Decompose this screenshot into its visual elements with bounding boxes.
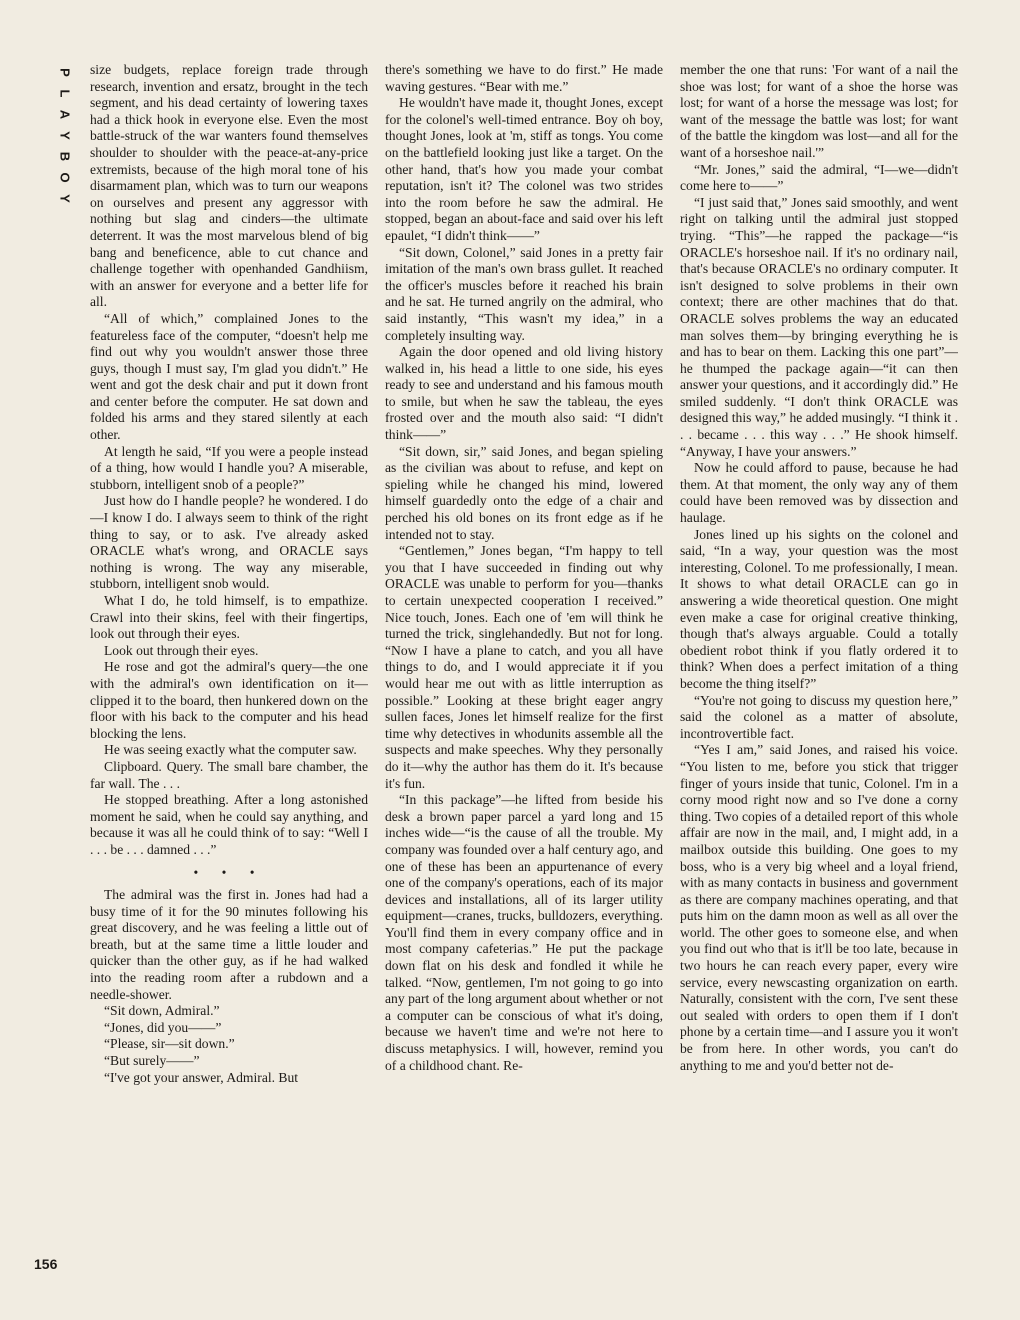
paragraph: “In this package”—he lifted from beside his desk a brown paper parcel a yard long and 15 inches wide—“is the cause of all the trouble. My company was founded over a half century ago, and one of these has been an appurtenance of every one of the company's operations, each of its major devices and installations, all of its larger utility equipment—cranes, trucks, bulldozers, everything. You'll find them in every company office and in most company cafeterias.” He put the package down flat on his desk and fondled it while he talked. “Now, gentlemen, I'm not going to go into any part of the long argument about whether or not a computer can be conscious of what it's doing, because we haven't time and we're not here to discuss metaphysics. I will, however, remind you of a childhood chant. Re- [385, 792, 663, 1073]
paragraph: “Gentlemen,” Jones began, “I'm happy to tell you that I have succeeded in finding out why ORACLE was unable to perform for you—thanks to certain unexpected cooperation I received.” Nice touch, Jones. Each one of 'em will think he turned the trick, singlehandedly. But not for long. “Now I have a plane to catch, and you all have things to do, and I would appreciate it if you would hear me out with as little interruption as possible.” Looking at these bright eager angry sullen faces, Jones let himself realize for the first time why detectives in whodunits assemble all the suspects and make speeches. Why they personally do it—why the author has them do it. It's because it's fun. [385, 543, 663, 791]
paragraph: He wouldn't have made it, thought Jones, except for the colonel's well-timed entrance. Boy oh boy, thought Jones, look at 'm, stiff as tongs. You come on the battlefield looking just like a target. On the other hand, that's how you made your combat reputation, isn't it? The colonel was two strides into the room before he saw the admiral. He stopped, began an about-face and said over his left epaulet, “I didn't think——” [385, 95, 663, 243]
paragraph: “Mr. Jones,” said the admiral, “I—we—didn't come here to——” [680, 161, 958, 194]
paragraph: “All of which,” complained Jones to the featureless face of the computer, “doesn't help me find out why you wouldn't answer those three guys, though I must say, I'm glad you didn't.” He went and got the desk chair and put it down front and center before the computer. He sat down and folded his arms and they stared silently at each other. [90, 310, 368, 443]
masthead-letter: B [57, 151, 73, 162]
paragraph: “Sit down, Admiral.” [104, 1003, 220, 1019]
paragraph: He stopped breathing. After a long astonished moment he said, when he could say anything, and because it was all he could think of to say: “Well I . . . be . . . damned . . .” [90, 792, 368, 857]
paragraph: What I do, he told himself, is to empathize. Crawl into their skins, feel with their fingertips, look out through their eyes. [90, 593, 368, 642]
masthead-letter: Y [57, 131, 73, 140]
masthead-letter: O [57, 172, 73, 183]
paragraph: “I just said that,” Jones said smoothly, and went right on talking until the admiral just stopped trying. “This”—he rapped the package—“is ORACLE's horseshoe nail. If it's no ordinary nail, that's because ORACLE's no ordinary computer. It isn't designed to solve problems in their own context; there are other machines that do that. ORACLE solves problems the way an educated man solves them—by bringing everything he is and has to bear on them. Lacking this one part”—he thumped the package again—“it can then answer your questions, and it accordingly did.” He smiled suddenly. “I don't think ORACLE was designed this way,” he added musingly. “I think it . . . became . . . this way . . .” He shook himself. “Anyway, I have your answers.” [680, 194, 958, 459]
article-column-3 [680, 62, 958, 1278]
article-column-1 [90, 62, 368, 1278]
paragraph: At length he said, “If you were a people instead of a thing, how would I handle you? A miserable, stubborn, intelligent snob of a people?” [90, 443, 368, 492]
paragraph: Clipboard. Query. The small bare chamber, the far wall. The . . . [90, 758, 368, 791]
paragraph: The admiral was the first in. Jones had had a busy time of it for the 90 minutes following his great discovery, and he was feeling a little out of breath, but at the same time a little louder and quicker than the other guy, as if he had walked into the reading room after a rubdown and a needle-shower. [90, 887, 368, 1002]
page-number: 156 [34, 1256, 58, 1272]
paragraph: “Yes I am,” said Jones, and raised his voice. “You listen to me, before you stick that trigger finger of yours inside that tunic, Colonel. I'm in a corny mood right now and so I've done a corny thing. Two copies of a detailed report of this whole affair are now in the mail, and, I might add, in a mailbox outside this building. One goes to my boss, who is a very big wheel and a loyal friend, with as many contacts in business and government as there are company machines operating, and that puts him on the damn moon as well as all over the world. The other goes to someone else, and when you find out who that is it'll be too late, because in two hours he can reach every paper, every wire service, every newscasting organization on earth. Naturally, consistent with the corn, I've sent these out sealed with orders to open them if I don't phone by a certain time—and I assure you it won't be from here. In other words, you can't do anything to me and you'd better not de- [680, 742, 958, 1073]
paragraph: “But surely——” [104, 1053, 200, 1069]
masthead-letter: A [57, 109, 73, 120]
masthead-letter: P [57, 68, 73, 77]
paragraph: member the one that runs: 'For want of a nail the shoe was lost; for want of a shoe the horse was lost; for want of a horse the message was lost; for want of the message the battle was lost; for want of the battle the kingdom was lost—and all for the want of a horseshoe nail.'” [680, 62, 958, 160]
masthead-letter: Y [57, 194, 73, 203]
paragraph: “You're not going to discuss my question here,” said the colonel as a matter of absolute, incontrovertible fact. [680, 692, 958, 741]
paragraph: size budgets, replace foreign trade through research, invention and ersatz, brought in the tech segment, and his dead certainty of lowering taxes had a thick hook in everyone else. Even the most battle-struck of the war wanters found themselves shoulder to shoulder with the peace-at-any-price extremists, because of the high moral tone of his disarmament plan, which was to turn our weapons on ourselves and present any aggressor with nothing but slag and cinders—the ultimate deterrent. It was the most marvelous blend of big bang and beneficence, able to cut chance and challenge together with openhanded Gandhiism, with an answer for everyone and a better life for all. [90, 62, 368, 310]
paragraph: Now he could afford to pause, because he had them. At that moment, the only way any of them could have been removed was by dissection and haulage. [680, 460, 958, 526]
paragraph: “Jones, did you——” [104, 1019, 222, 1035]
paragraph: “Sit down, Colonel,” said Jones in a pretty fair imitation of the man's own brass gullet. It reached the officer's muscles before it reached his brain and he sat. He turned angrily on the admiral, who said instantly, “This wasn't my idea,” in a completely insulting way. [385, 244, 663, 343]
paragraph: Look out through their eyes. [104, 642, 259, 658]
article-column-2 [385, 62, 663, 1278]
masthead-letter: L [57, 89, 73, 98]
paragraph: He was seeing exactly what the computer saw. [104, 742, 357, 758]
masthead [54, 62, 76, 209]
paragraph: Just how do I handle people? he wondered. I do—I know I do. I always seem to think of the right thing to say, or to ask. I've already asked ORACLE what's wrong, and ORACLE says nothing is wrong. The way any miserable, stubborn, intelligent snob would. [90, 493, 368, 592]
section-break: • • • [193, 864, 265, 880]
paragraph: “Sit down, sir,” said Jones, and began spieling as the civilian was about to refuse, and kept on spieling while he changed his mind, lowered himself guardedly onto the edge of a chair and perched his old bones on its front edge as if he intended not to stay. [385, 443, 663, 542]
paragraph: Jones lined up his sights on the colonel and said, “In a way, your question was the most interesting, Colonel. To me professionally, I mean. It shows to what detail ORACLE can go in answering a wide theoretical question. One might even make a case for original creative thinking, though that's always arguable. Could a totally obedient robot think if you flatly ordered it to think? When does a perfect imitation of a thing become the thing itself?” [680, 526, 958, 691]
paragraph: Again the door opened and old living history walked in, his head a little to one side, his eyes ready to see and understand and his famous mouth to smile, but when he saw the tableau, the eyes frosted over and the mouth also said: “I didn't think——” [385, 344, 663, 443]
paragraph: “Please, sir—sit down.” [104, 1036, 235, 1052]
paragraph: there's something we have to do first.” He made waving gestures. “Bear with me.” [385, 62, 663, 94]
paragraph: “I've got your answer, Admiral. But [104, 1069, 299, 1085]
paragraph: He rose and got the admiral's query—the one with the admiral's own identification on it—clipped it to the board, then hunkered down on the floor with his back to the computer and his head blocking the lens. [90, 659, 368, 741]
